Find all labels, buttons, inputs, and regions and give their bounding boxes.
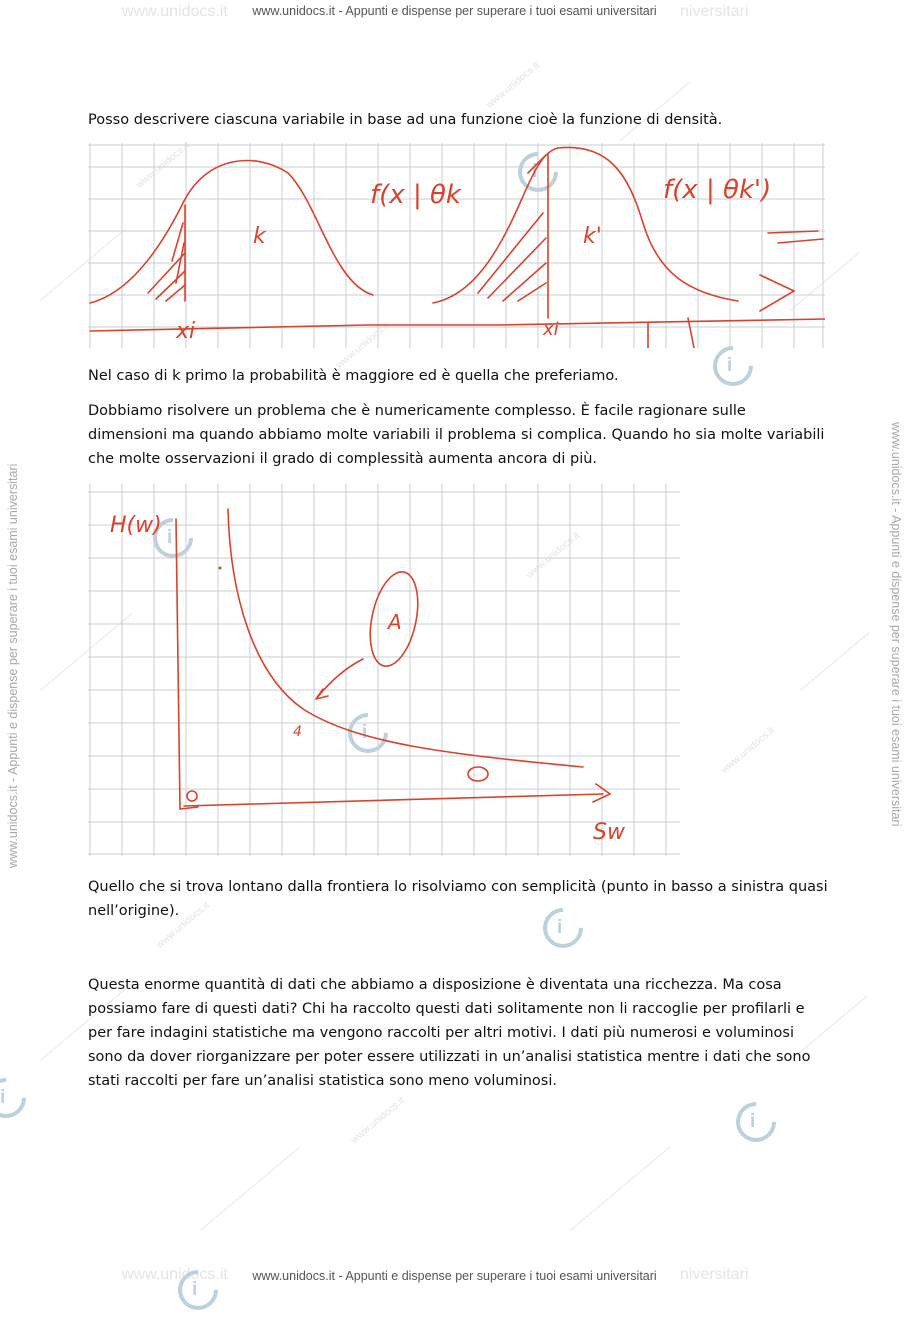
paragraph-k-prime: Nel caso di k primo la probabilità è maggiore ed è quella che preferiamo. xyxy=(88,368,619,384)
watermark-logo-icon: i xyxy=(0,1078,26,1118)
formula-left: f(x | θk xyxy=(370,180,461,210)
baseline-stroke xyxy=(90,319,825,331)
x-axis-stroke xyxy=(184,784,610,806)
footer-banner[interactable]: www.unidocs.it - Appunti e dispense per superare i tuoi esami universitari xyxy=(252,1269,657,1283)
side-banner-right: www.unidocs.it - Appunti e dispense per superare i tuoi esami universitari xyxy=(889,422,903,827)
frontier-point xyxy=(468,767,488,781)
watermark-text: www.unidocs.it xyxy=(349,1095,407,1146)
watermark-text: www.unidocs.it xyxy=(334,320,392,371)
watermark-logo-icon: i xyxy=(178,1270,218,1310)
left-density-curve xyxy=(90,161,373,303)
axis-label-right: xi xyxy=(543,319,559,340)
paragraph-complexity: Dobbiamo risolvere un problema che è numericamente complesso. È facile ragionare sulle dimensioni ma quando abbiamo molte variabili il problema si complica. Quando ho sia molte variabili che molte osservazioni il grado di complessità aumenta ancora di più. xyxy=(88,403,825,467)
ghost-watermark-top: www.unidocs.it xyxy=(122,3,228,20)
y-axis-label: H(w) xyxy=(110,513,162,538)
formula-right: f(x | θk') xyxy=(663,175,772,205)
side-banner-left: www.unidocs.it - Appunti e dispense per superare i tuoi esami universitari xyxy=(6,463,20,868)
ghost-watermark-bottom-right: niversitari xyxy=(680,1266,749,1283)
frontier-sketch xyxy=(88,484,680,856)
dot-mark xyxy=(219,567,222,570)
y-axis-stroke xyxy=(176,519,198,809)
watermark-text: www.unidocs.it xyxy=(719,725,777,776)
ghost-watermark-top-right: niversitari xyxy=(680,3,749,20)
watermark-logo-icon: i xyxy=(153,518,193,558)
watermark-text: www.unidocs.it xyxy=(524,530,582,581)
watermark-text: www.unidocs.it xyxy=(154,900,212,951)
watermark-logo-icon: i xyxy=(736,1102,776,1142)
label-k: k xyxy=(253,224,266,249)
watermark-line xyxy=(570,1146,670,1230)
axis-label-left: xi xyxy=(176,319,196,344)
origin-point xyxy=(187,791,197,801)
frontier-ink xyxy=(176,509,610,809)
watermark-text: www.unidocs.it xyxy=(484,60,542,111)
sketch-grid xyxy=(88,143,825,348)
watermark-logo-icon: i xyxy=(713,346,753,386)
frontier-curve xyxy=(228,509,583,767)
watermark-logo-icon: i xyxy=(348,713,388,753)
watermark-line xyxy=(200,1146,300,1230)
watermark-logo-icon: i xyxy=(543,908,583,948)
right-hatching xyxy=(478,155,546,301)
watermark-text: www.unidocs.it xyxy=(134,140,192,191)
header-banner[interactable]: www.unidocs.it - Appunti e dispense per superare i tuoi esami universitari xyxy=(252,4,657,18)
arrow-annotation xyxy=(316,659,363,699)
watermark-line xyxy=(800,632,870,691)
ghost-watermark-bottom: www.unidocs.it xyxy=(122,1266,228,1283)
label-k-prime: k' xyxy=(583,224,602,249)
x-axis-label: Sw xyxy=(593,820,625,845)
density-curves-sketch xyxy=(88,143,825,348)
paragraph-density-intro: Posso descrivere ciascuna variabile in base ad una funzione cioè la funzione di densità. xyxy=(88,112,723,128)
greater-than-stroke xyxy=(760,275,794,311)
paragraph-frontier: Quello che si trova lontano dalla frontiera lo risolviamo con semplicità (punto in basso a sinistra quasi nell’origine). xyxy=(88,879,828,919)
circle-label: A xyxy=(388,610,402,634)
watermark-logo-icon: i xyxy=(518,152,558,192)
point-label: 4 xyxy=(293,724,302,740)
paragraph-data-wealth: Questa enorme quantità di dati che abbiamo a disposizione è diventata una ricchezza. Ma cosa possiamo fare di questi dati? Chi ha raccolto questi dati solitamente non li raccoglie per profilarli e per fare indagini statistiche ma vengono raccolti per altri motivi. I dati più numerosi e voluminosi sono da dover riorganizzare per poter essere utilizzati in un’analisi statistica mentre i dati che sono stati raccolti per fare un’analisi statistica sono meno voluminosi. xyxy=(88,977,811,1089)
equals-stroke xyxy=(768,231,823,243)
